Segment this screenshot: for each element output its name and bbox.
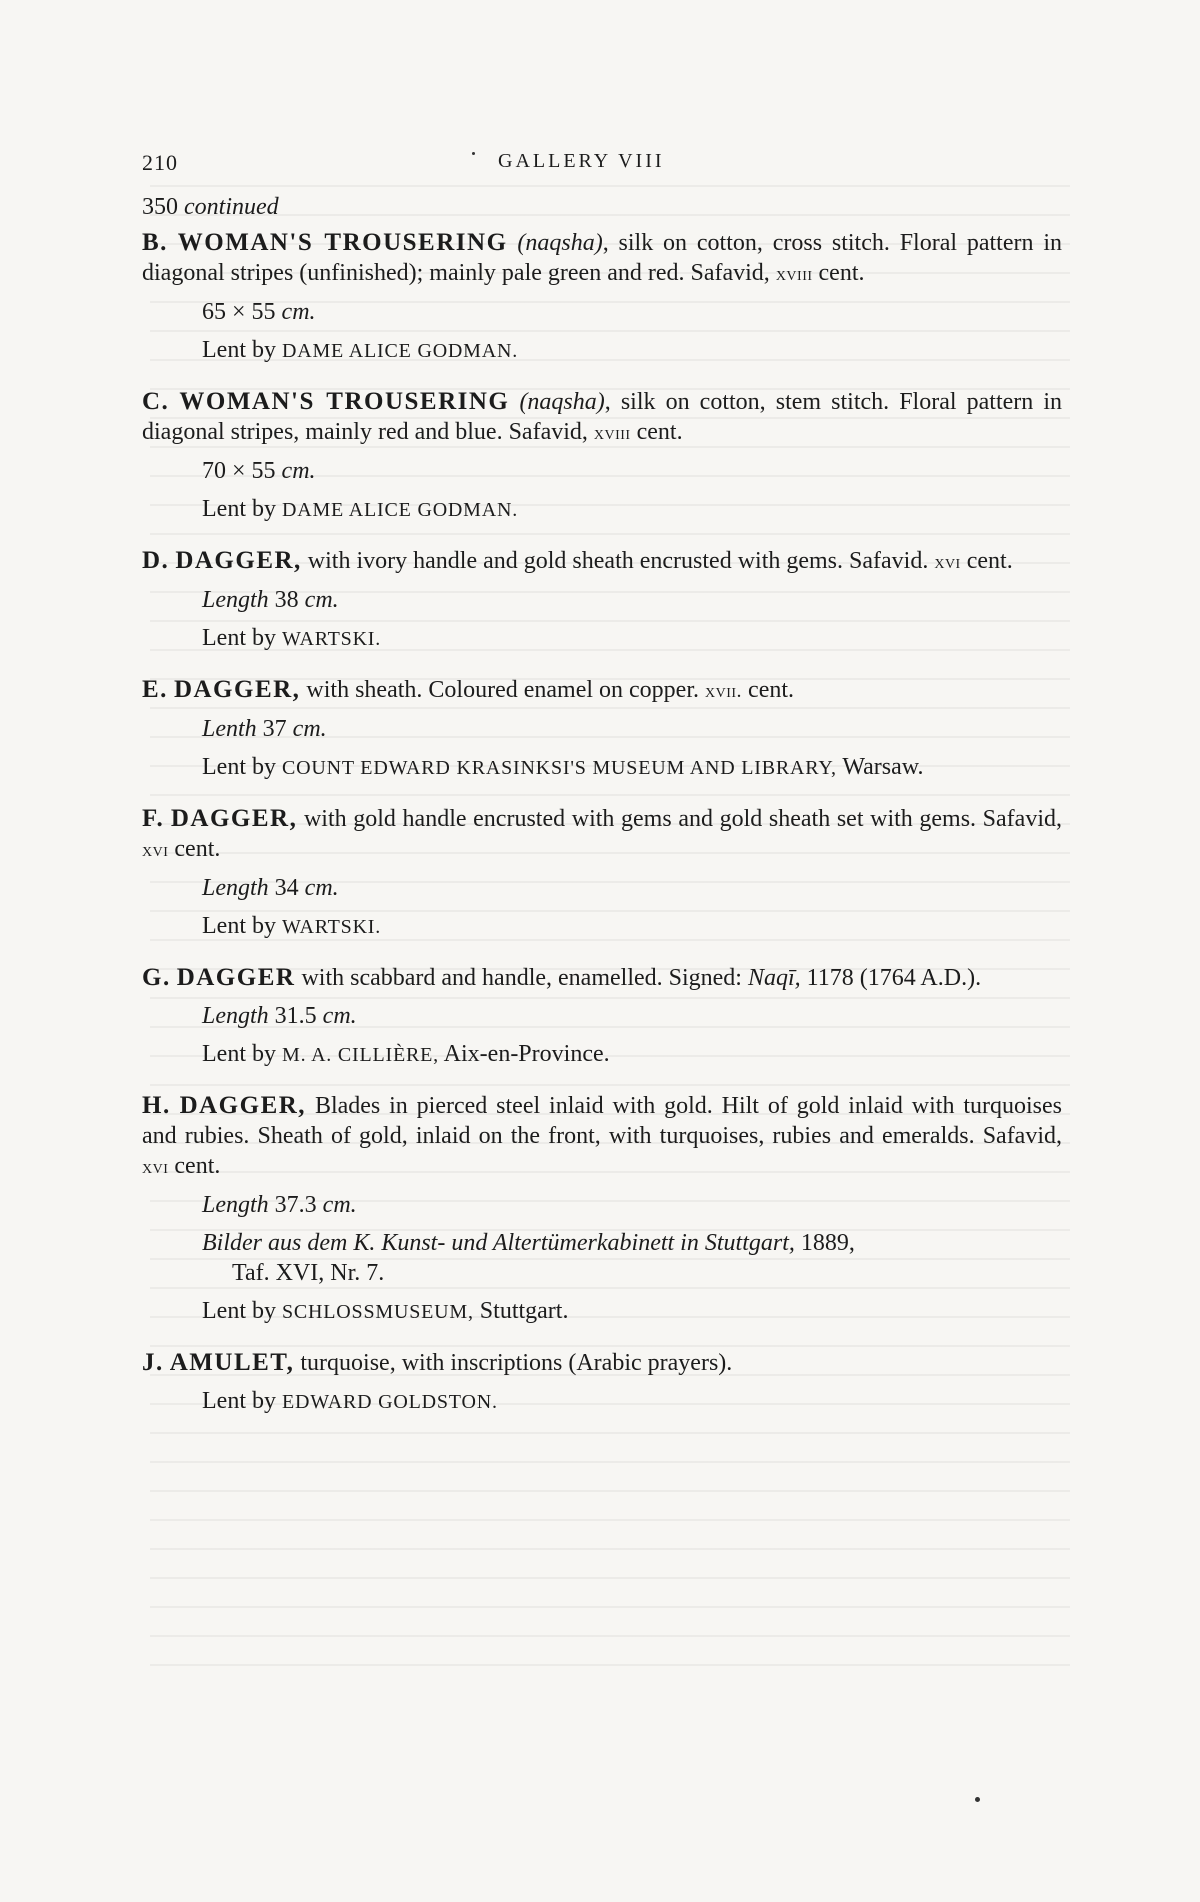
measure-label: Length <box>202 587 269 613</box>
measure-unit: cm. <box>281 458 316 484</box>
entry-dimensions <box>202 585 1062 615</box>
entry-century: xvi <box>142 1156 169 1178</box>
entry-g <box>142 963 1062 1070</box>
entry-century: xvii. <box>705 680 743 702</box>
entry-f <box>142 804 1062 942</box>
entry-lender-line <box>202 752 1062 783</box>
reference-year: 1889, <box>800 1230 855 1256</box>
entry-century-suffix: cent. <box>748 677 795 703</box>
measure-unit: cm. <box>322 1003 357 1029</box>
entry-century: xviii <box>775 263 813 285</box>
print-speck <box>472 152 475 155</box>
measure-value: 65 × 55 <box>202 299 276 325</box>
lender-name: SCHLOSSMUSEUM, <box>281 1301 474 1323</box>
entry-term: (naqsha) <box>517 230 603 256</box>
lent-prefix: Lent by <box>202 337 276 363</box>
entry-lender-line <box>202 494 1062 525</box>
measure-unit: cm. <box>304 587 339 613</box>
entry-j <box>142 1348 1062 1417</box>
measure-unit: cm. <box>322 1192 357 1218</box>
entry-description: with ivory handle and gold sheath encrusted with gems. Safavid. <box>301 548 929 574</box>
entry-dimensions <box>202 714 1062 744</box>
running-head: GALLERY VIII <box>498 150 665 172</box>
measure-unit: cm. <box>292 716 327 742</box>
entry-title: WOMAN'S TROUSERING <box>177 229 508 256</box>
entry-lender-line <box>202 623 1062 654</box>
entry-c <box>142 387 1062 525</box>
measure-value: 34 <box>274 875 299 901</box>
entry-e <box>142 675 1062 783</box>
entry-description: , silk on cotton, stem stitch. Floral pattern in diagonal stripes, mainly red and blue. Safavid, <box>142 389 1062 445</box>
entry-title: DAGGER, <box>175 547 302 574</box>
measure-label: Lenth <box>202 716 257 742</box>
measure-value: 37 <box>262 716 287 742</box>
entry-d <box>142 546 1062 654</box>
reference-title: Bilder aus dem K. Kunst- und Altertümerkabinett in Stuttgart, <box>202 1230 795 1256</box>
entry-century: xvi <box>934 551 961 573</box>
entry-heading <box>142 1091 1062 1182</box>
entry-b <box>142 228 1062 366</box>
entry-letter: F. <box>142 805 165 832</box>
entry-description: with scabbard and handle, enamelled. Signed: <box>295 965 742 991</box>
entry-title: WOMAN'S TROUSERING <box>179 388 510 415</box>
entry-h <box>142 1091 1062 1327</box>
entry-letter: H. <box>142 1092 171 1119</box>
measure-unit: cm. <box>281 299 316 325</box>
entry-dimensions <box>202 1190 1062 1220</box>
lender-name: M. A. CILLIÈRE, <box>281 1044 439 1066</box>
entry-title: DAGGER, <box>170 805 298 832</box>
entry-heading <box>142 675 1062 706</box>
entry-dimensions <box>202 873 1062 903</box>
entry-letter: G. <box>142 964 171 991</box>
entry-dimensions <box>202 456 1062 486</box>
entry-letter: J. <box>142 1349 164 1376</box>
entry-century: xviii <box>593 422 631 444</box>
entry-description: turquoise, with inscriptions (Arabic prayers). <box>294 1350 733 1376</box>
entry-century: xvi <box>142 839 169 861</box>
entry-century-suffix: cent. <box>636 419 683 445</box>
measure-unit: cm. <box>304 875 339 901</box>
lent-prefix: Lent by <box>202 1298 276 1324</box>
entry-dimensions <box>202 297 1062 327</box>
entry-title: AMULET, <box>169 1349 295 1376</box>
entry-lender-line <box>202 335 1062 366</box>
entry-date: 1178 (1764 A.D.). <box>806 965 982 991</box>
lender-place: Aix-en-Province. <box>443 1041 610 1067</box>
lender-name: WARTSKI. <box>281 628 382 650</box>
lender-name: WARTSKI. <box>281 916 382 938</box>
measure-value: 38 <box>274 587 299 613</box>
entry-lender-line <box>202 1386 1062 1417</box>
measure-label: Length <box>202 875 269 901</box>
entry-letter: E. <box>142 676 168 703</box>
lender-name: DAME ALICE GODMAN. <box>281 499 519 521</box>
catalogue-body <box>142 192 1062 1438</box>
entry-heading <box>142 963 1062 993</box>
measure-label: Length <box>202 1192 269 1218</box>
measure-value: 70 × 55 <box>202 458 276 484</box>
lent-prefix: Lent by <box>202 625 276 651</box>
entry-lender-line <box>202 1039 1062 1070</box>
page-header <box>142 150 698 180</box>
entry-heading <box>142 1348 1062 1378</box>
entry-title: DAGGER, <box>179 1092 307 1119</box>
entry-lender-line <box>202 911 1062 942</box>
continuation-word: continued <box>184 194 279 220</box>
lender-name: EDWARD GOLDSTON. <box>281 1391 498 1413</box>
lent-prefix: Lent by <box>202 496 276 522</box>
entry-title: DAGGER, <box>173 676 301 703</box>
entry-century-suffix: cent. <box>174 1153 221 1179</box>
entry-title: DAGGER <box>176 964 296 991</box>
entry-letter: C. <box>142 388 170 415</box>
lent-prefix: Lent by <box>202 754 276 780</box>
lender-name: COUNT EDWARD KRASINKSI'S MUSEUM AND LIBRARY, <box>281 757 837 779</box>
entry-lender-line <box>202 1296 1062 1327</box>
entry-heading <box>142 228 1062 289</box>
entry-letter: B. <box>142 229 168 256</box>
entry-term: (naqsha) <box>519 389 605 415</box>
entry-heading <box>142 387 1062 448</box>
signed-name: Naqī, <box>747 965 801 991</box>
lender-place: Warsaw. <box>842 754 924 780</box>
measure-label: Length <box>202 1003 269 1029</box>
entry-description: , silk on cotton, cross stitch. Floral pattern in diagonal stripes (unfinished); mainly pale green and red. Safavid, <box>142 230 1063 286</box>
entry-letter: D. <box>142 547 170 574</box>
measure-value: 31.5 <box>274 1003 317 1029</box>
entry-century-suffix: cent. <box>174 836 221 862</box>
entry-heading <box>142 804 1062 865</box>
continuation-line <box>142 192 1062 222</box>
lent-prefix: Lent by <box>202 1041 276 1067</box>
entry-reference <box>202 1228 1062 1288</box>
entry-description: with sheath. Coloured enamel on copper. <box>300 677 699 703</box>
entry-description: with gold handle encrusted with gems and gold sheath set with gems. Safavid, <box>297 806 1062 832</box>
entry-heading <box>142 546 1062 577</box>
continuation-number: 350 <box>142 194 178 220</box>
lent-prefix: Lent by <box>202 1388 276 1414</box>
measure-value: 37.3 <box>274 1192 317 1218</box>
print-speck <box>975 1797 980 1802</box>
lender-name: DAME ALICE GODMAN. <box>281 340 519 362</box>
page-number: 210 <box>142 150 178 175</box>
entry-dimensions <box>202 1001 1062 1031</box>
entry-description: Blades in pierced steel inlaid with gold. Hilt of gold inlaid with turquoises and rubies. Sheath of gold, inlaid on the front, with turquoises, rubies and emeralds. Safavid, <box>142 1093 1062 1149</box>
entry-century-suffix: cent. <box>966 548 1013 574</box>
lender-place: Stuttgart. <box>479 1298 569 1324</box>
reference-plate: Taf. XVI, Nr. 7. <box>232 1260 385 1286</box>
lent-prefix: Lent by <box>202 913 276 939</box>
entry-century-suffix: cent. <box>818 260 865 286</box>
